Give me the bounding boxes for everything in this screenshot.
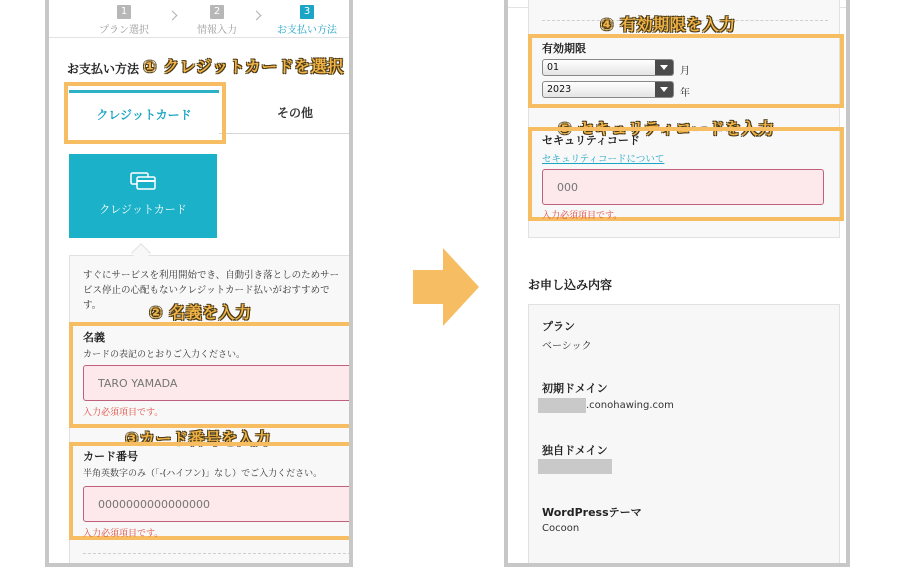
name-label: 名義	[83, 331, 105, 344]
step-indicator	[49, 0, 349, 38]
left-phone-screen	[45, 0, 353, 567]
step-number: 1	[117, 5, 131, 19]
dropdown-caret-icon	[655, 82, 673, 97]
tab-credit-card[interactable]: クレジットカード	[69, 90, 219, 134]
callout-enter-security: ⑤ セキュリティコードを入力	[558, 119, 775, 138]
security-code-input[interactable]	[542, 169, 824, 205]
credit-card-option[interactable]	[69, 154, 217, 238]
right-phone-screen	[504, 0, 850, 567]
theme-label: WordPressテーマ	[542, 506, 642, 519]
callout-enter-expiry: ④ 有効期限を入力	[600, 15, 736, 34]
initial-domain-label: 初期ドメイン	[542, 382, 608, 395]
summary-title: お申し込み内容	[528, 278, 613, 292]
dropdown-caret-icon	[655, 60, 673, 75]
card-number-label: カード番号	[83, 450, 138, 463]
expiry-label: 有効期限	[542, 42, 586, 55]
step-info	[197, 5, 237, 36]
step-number: 3	[300, 5, 314, 19]
divider	[83, 553, 353, 554]
callout-enter-name: ② 名義を入力	[149, 303, 252, 322]
month-unit: 月	[680, 66, 690, 77]
name-input[interactable]	[83, 365, 353, 401]
redacted-domain	[538, 459, 612, 474]
redacted-domain	[538, 398, 586, 413]
own-domain-label: 独自ドメイン	[542, 444, 608, 457]
credit-card-icon	[130, 172, 156, 190]
expiry-month-select[interactable]	[542, 59, 674, 76]
theme-value: Cocoon	[542, 523, 580, 534]
callout-select-credit: ① クレジットカードを選択	[143, 57, 344, 76]
callout-enter-card-number: ③カード番号を入力	[125, 429, 272, 448]
highlight-credit-tab	[64, 82, 226, 144]
step-plan	[99, 5, 149, 36]
card-number-help: 半角英数字のみ（「-(ハイフン)」なし）でご入力ください。	[83, 469, 323, 479]
expiry-year-value: 2023	[547, 84, 572, 95]
plan-value: ベーシック	[542, 341, 592, 352]
section-title: お支払い方法	[67, 62, 140, 76]
credit-card-option-label: クレジットカード	[99, 203, 187, 216]
step-label: プラン選択	[99, 25, 149, 36]
name-help: カードの表記のとおりご入力ください。	[83, 350, 246, 360]
initial-domain-suffix: .conohawing.com	[586, 400, 674, 411]
expiry-year-select[interactable]	[542, 81, 674, 98]
payment-description: すぐにサービスを利用開始でき、自動引き落としのためサービス停止の心配もないクレジットカード払いがおすすめです。	[83, 270, 340, 311]
step-label: 情報入力	[197, 25, 237, 36]
card-number-error: 入力必須項目です。	[83, 529, 164, 539]
security-code-help-link[interactable]: セキュリティコードについて	[542, 154, 665, 165]
year-unit: 年	[680, 88, 690, 99]
right-arrow-icon	[413, 248, 481, 326]
tab-other[interactable]: その他	[219, 92, 353, 134]
chevron-right-icon	[168, 11, 178, 21]
chevron-right-icon	[252, 11, 262, 21]
security-code-label: セキュリティコード	[542, 134, 640, 147]
card-number-input[interactable]	[83, 486, 353, 522]
step-payment	[277, 5, 337, 36]
plan-label: プラン	[542, 320, 575, 333]
expiry-month-value: 01	[547, 62, 560, 73]
step-label: お支払い方法	[277, 25, 337, 36]
step-number: 2	[210, 5, 224, 19]
name-error: 入力必須項目です。	[83, 408, 164, 418]
security-code-error: 入力必須項目です。	[542, 211, 623, 221]
